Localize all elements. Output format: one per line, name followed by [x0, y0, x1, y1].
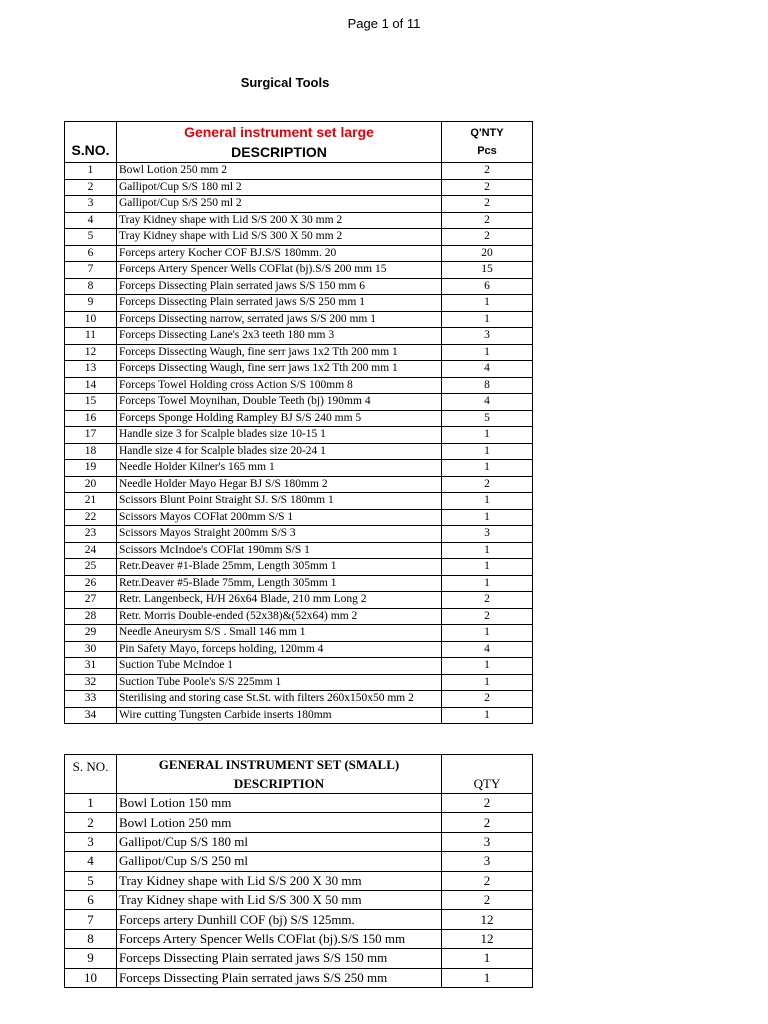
row-description: Bowl Lotion 150 mm: [117, 794, 442, 813]
row-qty: 2: [442, 476, 533, 493]
row-sno: 8: [65, 278, 117, 295]
table-row: [65, 674, 533, 691]
row-qty: 5: [442, 410, 533, 427]
row-description: Handle size 3 for Scalple blades size 10-15 1: [117, 427, 442, 444]
column-header-description: [117, 755, 442, 794]
row-sno: 28: [65, 608, 117, 625]
row-description: Forceps Artery Spencer Wells COFlat (bj).S/S 150 mm: [117, 929, 442, 948]
table-row: [65, 361, 533, 378]
table-row: [65, 526, 533, 543]
table-row: [65, 794, 533, 813]
row-sno: 16: [65, 410, 117, 427]
table-row: [65, 852, 533, 871]
row-description: Bowl Lotion 250 mm 2: [117, 163, 442, 180]
column-header-sno: S. NO.: [65, 755, 117, 794]
row-qty: 4: [442, 641, 533, 658]
table-header-row: [65, 122, 533, 163]
row-qty: 1: [442, 575, 533, 592]
table-row: [65, 890, 533, 909]
row-qty: 2: [442, 179, 533, 196]
row-sno: 5: [65, 229, 117, 246]
row-description: Forceps Dissecting narrow, serrated jaws S/S 200 mm 1: [117, 311, 442, 328]
row-qty: 1: [442, 707, 533, 724]
row-description: Tray Kidney shape with Lid S/S 300 X 50 mm: [117, 890, 442, 909]
table-row: [65, 575, 533, 592]
table-row: [65, 658, 533, 675]
row-qty: 15: [442, 262, 533, 279]
row-description: Forceps Dissecting Waugh, fine serr jaws 1x2 Tth 200 mm 1: [117, 361, 442, 378]
row-sno: 19: [65, 460, 117, 477]
table-row: [65, 377, 533, 394]
row-sno: 18: [65, 443, 117, 460]
row-qty: 1: [442, 295, 533, 312]
row-description: Gallipot/Cup S/S 180 ml 2: [117, 179, 442, 196]
table-row: [65, 427, 533, 444]
row-sno: 9: [65, 949, 117, 968]
row-description: Gallipot/Cup S/S 250 ml: [117, 852, 442, 871]
row-description: Forceps Dissecting Plain serrated jaws S/S 250 mm: [117, 968, 442, 987]
row-sno: 30: [65, 641, 117, 658]
row-description: Handle size 4 for Scalple blades size 20-24 1: [117, 443, 442, 460]
table-row: [65, 328, 533, 345]
row-description: Scissors Blunt Point Straight SJ. S/S 180mm 1: [117, 493, 442, 510]
row-qty: 1: [442, 968, 533, 987]
table-row: [65, 476, 533, 493]
row-qty: 2: [442, 163, 533, 180]
row-description: Forceps Towel Moynihan, Double Teeth (bj) 190mm 4: [117, 394, 442, 411]
row-description: Suction Tube Poole's S/S 225mm 1: [117, 674, 442, 691]
row-sno: 13: [65, 361, 117, 378]
row-description: Suction Tube McIndoe 1: [117, 658, 442, 675]
row-description: Needle Holder Kilner's 165 mm 1: [117, 460, 442, 477]
table-row: [65, 929, 533, 948]
row-sno: 4: [65, 852, 117, 871]
row-qty: 1: [442, 311, 533, 328]
row-description: Tray Kidney shape with Lid S/S 300 X 50 mm 2: [117, 229, 442, 246]
row-qty: 3: [442, 328, 533, 345]
table-row: [65, 229, 533, 246]
row-sno: 22: [65, 509, 117, 526]
table-row: [65, 608, 533, 625]
table-row: [65, 344, 533, 361]
row-description: Retr. Langenbeck, H/H 26x64 Blade, 210 mm Long 2: [117, 592, 442, 609]
row-description: Retr. Morris Double-ended (52x38)&(52x64) mm 2: [117, 608, 442, 625]
row-qty: 3: [442, 852, 533, 871]
row-sno: 6: [65, 890, 117, 909]
row-description: Forceps Dissecting Plain serrated jaws S/S 150 mm: [117, 949, 442, 968]
table-row: [65, 910, 533, 929]
row-qty: 2: [442, 794, 533, 813]
row-qty: 1: [442, 949, 533, 968]
table-row: [65, 592, 533, 609]
table-row: [65, 832, 533, 851]
row-qty: 1: [442, 559, 533, 576]
row-sno: 27: [65, 592, 117, 609]
table-row: [65, 443, 533, 460]
row-qty: 2: [442, 229, 533, 246]
table-header-row: [65, 755, 533, 794]
row-sno: 14: [65, 377, 117, 394]
table-body: [65, 794, 533, 988]
row-sno: 8: [65, 929, 117, 948]
table-row: [65, 691, 533, 708]
table-row: [65, 212, 533, 229]
table-row: [65, 968, 533, 987]
row-sno: 10: [65, 968, 117, 987]
row-sno: 6: [65, 245, 117, 262]
row-description: Scissors Mayos COFlat 200mm S/S 1: [117, 509, 442, 526]
table-row: [65, 179, 533, 196]
row-description: Forceps artery Kocher COF BJ.S/S 180mm. 20: [117, 245, 442, 262]
row-sno: 3: [65, 196, 117, 213]
row-sno: 4: [65, 212, 117, 229]
page-number: Page 1 of 11: [347, 16, 421, 31]
row-qty: 1: [442, 509, 533, 526]
table-row: [65, 196, 533, 213]
table-row: [65, 311, 533, 328]
row-description: Tray Kidney shape with Lid S/S 200 X 30 mm 2: [117, 212, 442, 229]
row-description: Forceps Artery Spencer Wells COFlat (bj).S/S 200 mm 15: [117, 262, 442, 279]
column-header-sno: S.NO.: [65, 122, 117, 163]
table-row: [65, 641, 533, 658]
table-row: [65, 262, 533, 279]
table-row: [65, 394, 533, 411]
instrument-set-large-table: [64, 121, 533, 724]
row-qty: 1: [442, 658, 533, 675]
row-sno: 24: [65, 542, 117, 559]
row-sno: 9: [65, 295, 117, 312]
row-description: Tray Kidney shape with Lid S/S 200 X 30 mm: [117, 871, 442, 890]
row-description: Forceps artery Dunhill COF (bj) S/S 125mm.: [117, 910, 442, 929]
row-sno: 15: [65, 394, 117, 411]
row-sno: 25: [65, 559, 117, 576]
row-description: Forceps Dissecting Plain serrated jaws S/S 150 mm 6: [117, 278, 442, 295]
row-qty: 1: [442, 427, 533, 444]
row-sno: 3: [65, 832, 117, 851]
description-label: DESCRIPTION: [231, 144, 327, 160]
table-row: [65, 625, 533, 642]
row-description: Needle Holder Mayo Hegar BJ S/S 180mm 2: [117, 476, 442, 493]
row-description: Retr.Deaver #5-Blade 75mm, Length 305mm 1: [117, 575, 442, 592]
row-description: Sterilising and storing case St.St. with filters 260x150x50 mm 2: [117, 691, 442, 708]
row-description: Scissors Mayos Straight 200mm S/S 3: [117, 526, 442, 543]
row-qty: 2: [442, 196, 533, 213]
row-qty: 3: [442, 526, 533, 543]
row-qty: 1: [442, 344, 533, 361]
row-qty: 1: [442, 625, 533, 642]
instrument-set-small-table: [64, 754, 533, 988]
row-qty: 4: [442, 361, 533, 378]
row-description: Forceps Sponge Holding Rampley BJ S/S 240 mm 5: [117, 410, 442, 427]
row-qty: 2: [442, 592, 533, 609]
row-description: Wire cutting Tungsten Carbide inserts 180mm: [117, 707, 442, 724]
table-row: [65, 493, 533, 510]
row-description: Scissors McIndoe's COFlat 190mm S/S 1: [117, 542, 442, 559]
row-sno: 10: [65, 311, 117, 328]
row-qty: 2: [442, 691, 533, 708]
table-body: [65, 163, 533, 724]
row-qty: 2: [442, 212, 533, 229]
row-qty: 20: [442, 245, 533, 262]
table-row: [65, 949, 533, 968]
row-qty: 8: [442, 377, 533, 394]
row-sno: 31: [65, 658, 117, 675]
row-qty: 1: [442, 443, 533, 460]
row-sno: 33: [65, 691, 117, 708]
table-row: [65, 509, 533, 526]
row-description: Pin Safety Mayo, forceps holding, 120mm 4: [117, 641, 442, 658]
row-qty: 3: [442, 832, 533, 851]
set-title: GENERAL INSTRUMENT SET (SMALL): [158, 757, 400, 772]
row-sno: 29: [65, 625, 117, 642]
row-sno: 1: [65, 163, 117, 180]
row-qty: 2: [442, 813, 533, 832]
table-row: [65, 871, 533, 890]
row-sno: 17: [65, 427, 117, 444]
row-sno: 21: [65, 493, 117, 510]
table-row: [65, 460, 533, 477]
row-qty: 2: [442, 871, 533, 890]
table-row: [65, 559, 533, 576]
row-description: Forceps Dissecting Waugh, fine serr jaws 1x2 Tth 200 mm 1: [117, 344, 442, 361]
row-qty: 1: [442, 674, 533, 691]
row-description: Needle Aneurysm S/S . Small 146 mm 1: [117, 625, 442, 642]
row-sno: 2: [65, 179, 117, 196]
description-label: DESCRIPTION: [233, 776, 325, 791]
row-sno: 34: [65, 707, 117, 724]
table-row: [65, 813, 533, 832]
row-description: Retr.Deaver #1-Blade 25mm, Length 305mm 1: [117, 559, 442, 576]
table-row: [65, 163, 533, 180]
row-sno: 20: [65, 476, 117, 493]
qty-label: Q'NTY: [470, 127, 504, 139]
table-row: [65, 295, 533, 312]
row-qty: 12: [442, 929, 533, 948]
row-sno: 23: [65, 526, 117, 543]
table-row: [65, 542, 533, 559]
row-sno: 32: [65, 674, 117, 691]
column-header-qty: QTY: [442, 755, 533, 794]
row-sno: 2: [65, 813, 117, 832]
row-description: Gallipot/Cup S/S 250 ml 2: [117, 196, 442, 213]
row-qty: 2: [442, 890, 533, 909]
document-title: Surgical Tools: [240, 75, 330, 90]
row-description: Bowl Lotion 250 mm: [117, 813, 442, 832]
row-sno: 7: [65, 262, 117, 279]
table-row: [65, 278, 533, 295]
row-sno: 11: [65, 328, 117, 345]
row-sno: 1: [65, 794, 117, 813]
row-qty: 1: [442, 493, 533, 510]
row-description: Gallipot/Cup S/S 180 ml: [117, 832, 442, 851]
row-qty: 12: [442, 910, 533, 929]
row-qty: 1: [442, 542, 533, 559]
column-header-description: [117, 122, 442, 163]
row-sno: 26: [65, 575, 117, 592]
row-qty: 4: [442, 394, 533, 411]
table-row: [65, 410, 533, 427]
row-description: Forceps Dissecting Plain serrated jaws S/S 250 mm 1: [117, 295, 442, 312]
row-sno: 5: [65, 871, 117, 890]
row-sno: 12: [65, 344, 117, 361]
column-header-qty: [442, 122, 533, 163]
table-row: [65, 245, 533, 262]
row-qty: 6: [442, 278, 533, 295]
row-qty: 1: [442, 460, 533, 477]
row-description: Forceps Towel Holding cross Action S/S 100mm 8: [117, 377, 442, 394]
table-row: [65, 707, 533, 724]
set-title: General instrument set large: [184, 124, 374, 140]
qty-unit-label: Pcs: [477, 145, 497, 157]
row-sno: 7: [65, 910, 117, 929]
row-description: Forceps Dissecting Lane's 2x3 teeth 180 mm 3: [117, 328, 442, 345]
row-qty: 2: [442, 608, 533, 625]
